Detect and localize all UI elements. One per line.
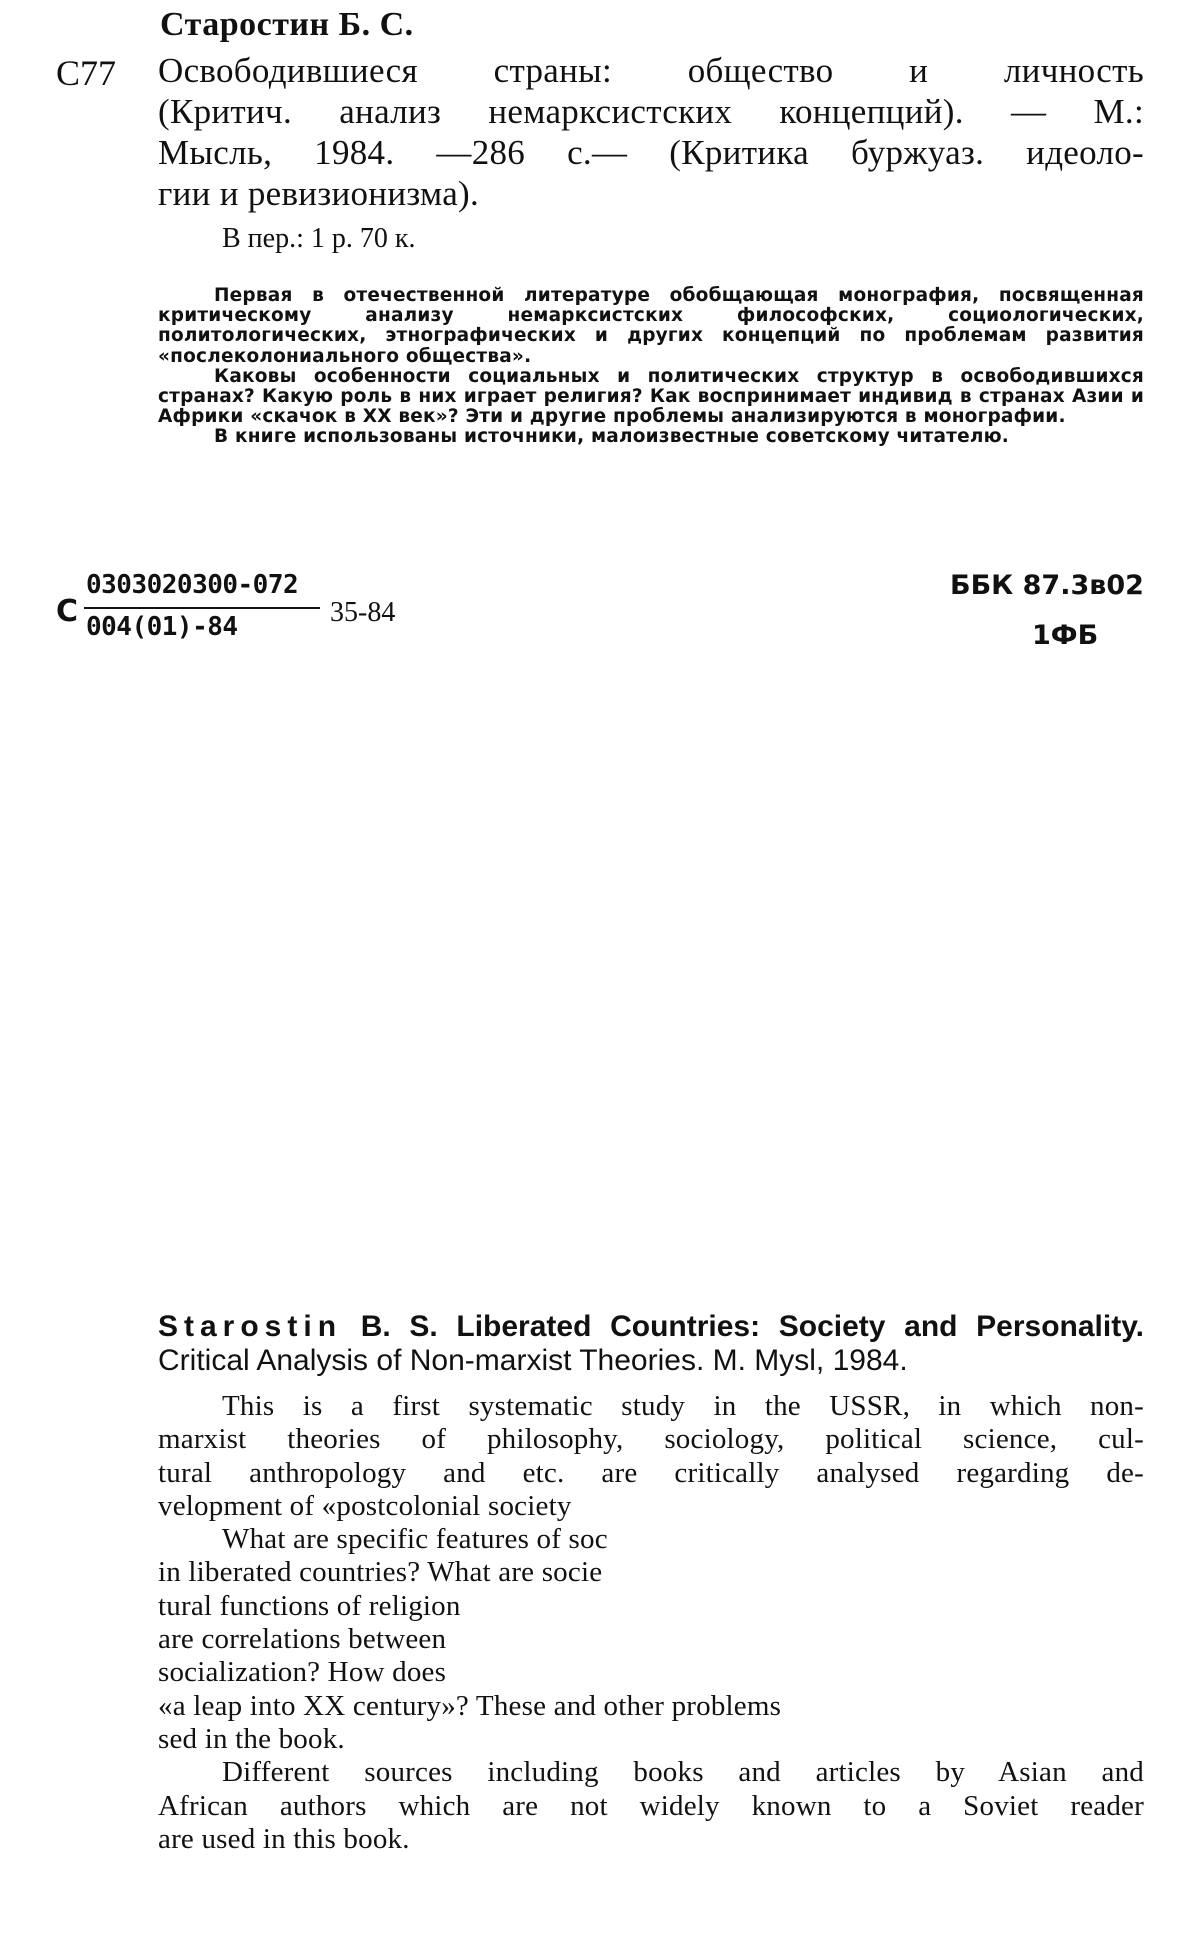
abstract-line: This is a first systematic study in the USSR, in which non- <box>222 1390 1144 1422</box>
annotation-paragraph: Каковы особенности социальных и политических структур в освободившихся странах? Какую роль в них играет религия? Как воспринимает индивид в странах Азии и Африки «скачок в XX век»? Эти и другие проблемы анализируются в монографии. <box>158 365 1144 428</box>
title-line: (Критич. анализ немарксистских концепций). — М.: <box>158 92 1144 131</box>
annotation-paragraph: В книге использованы источники, малоизвестные советскому читателю. <box>214 426 1009 448</box>
abstract-line: sed in the book. <box>158 1722 345 1755</box>
abstract-line: in liberated countries? What are socie <box>158 1556 603 1589</box>
english-title: Liberated Countries: Society and Personality. <box>456 1310 1144 1343</box>
abstract-line: Different sources including books and articles by Asian and <box>222 1756 1144 1789</box>
russian-annotation <box>158 286 1144 448</box>
author-name: Старостин Б. С. <box>160 6 414 43</box>
abstract-line: are used in this book. <box>158 1822 410 1855</box>
english-abstract <box>158 1390 1144 1856</box>
abstract-line: tural anthropology and etc. are critically analysed regarding de- <box>158 1456 1144 1489</box>
english-heading <box>158 1310 1144 1378</box>
bbk-subcode: 1ФБ <box>1032 620 1099 651</box>
abstract-line: velopment of «postcolonial society <box>158 1489 572 1522</box>
bbk-code: ББК 87.3в02 <box>950 570 1144 601</box>
fraction-bar <box>84 607 320 609</box>
abstract-line: What are specific features of soc <box>222 1523 608 1556</box>
catalog-code: С77 <box>56 53 117 93</box>
classification-numerator: 0303020300-072 <box>86 570 299 600</box>
abstract-line: African authors which are not widely known to a Soviet reader <box>158 1789 1144 1822</box>
english-author-surname: Starostin <box>158 1310 343 1343</box>
classification-letter: С <box>56 594 79 629</box>
english-title-line: Critical Analysis of Non-marxist Theories. M. Mysl, 1984. <box>158 1344 908 1377</box>
annotation-paragraph: Первая в отечественной литературе обобщающая монография, посвященная критическому анализу немарксистских философских, социологических, политологических, этнографических и других концепций по проблемам развития «послеколониального общества». <box>158 285 1144 367</box>
title-line: Освободившиеся страны: общество и личность <box>158 51 1144 90</box>
english-title-line <box>158 1310 1144 1344</box>
book-title-block <box>158 50 1144 214</box>
abstract-line: are correlations between <box>158 1623 447 1656</box>
price: В пер.: 1 р. 70 к. <box>222 223 416 254</box>
abstract-line: «a leap into XX century»? These and other problems <box>158 1689 782 1722</box>
classification-denominator: 004(01)-84 <box>86 612 238 642</box>
abstract-line: tural functions of religion <box>158 1589 461 1622</box>
abstract-line: marxist theories of philosophy, sociology, political science, cul- <box>158 1423 1144 1456</box>
title-line: гии и ревизионизма). <box>158 174 480 213</box>
english-author-initials: B. S. <box>360 1310 438 1343</box>
title-line: Мысль, 1984. —286 с.— (Критика буржуаз. идеоло- <box>158 133 1144 172</box>
abstract-line: socialization? How does <box>158 1656 447 1689</box>
classification-suffix: 35-84 <box>330 597 396 628</box>
